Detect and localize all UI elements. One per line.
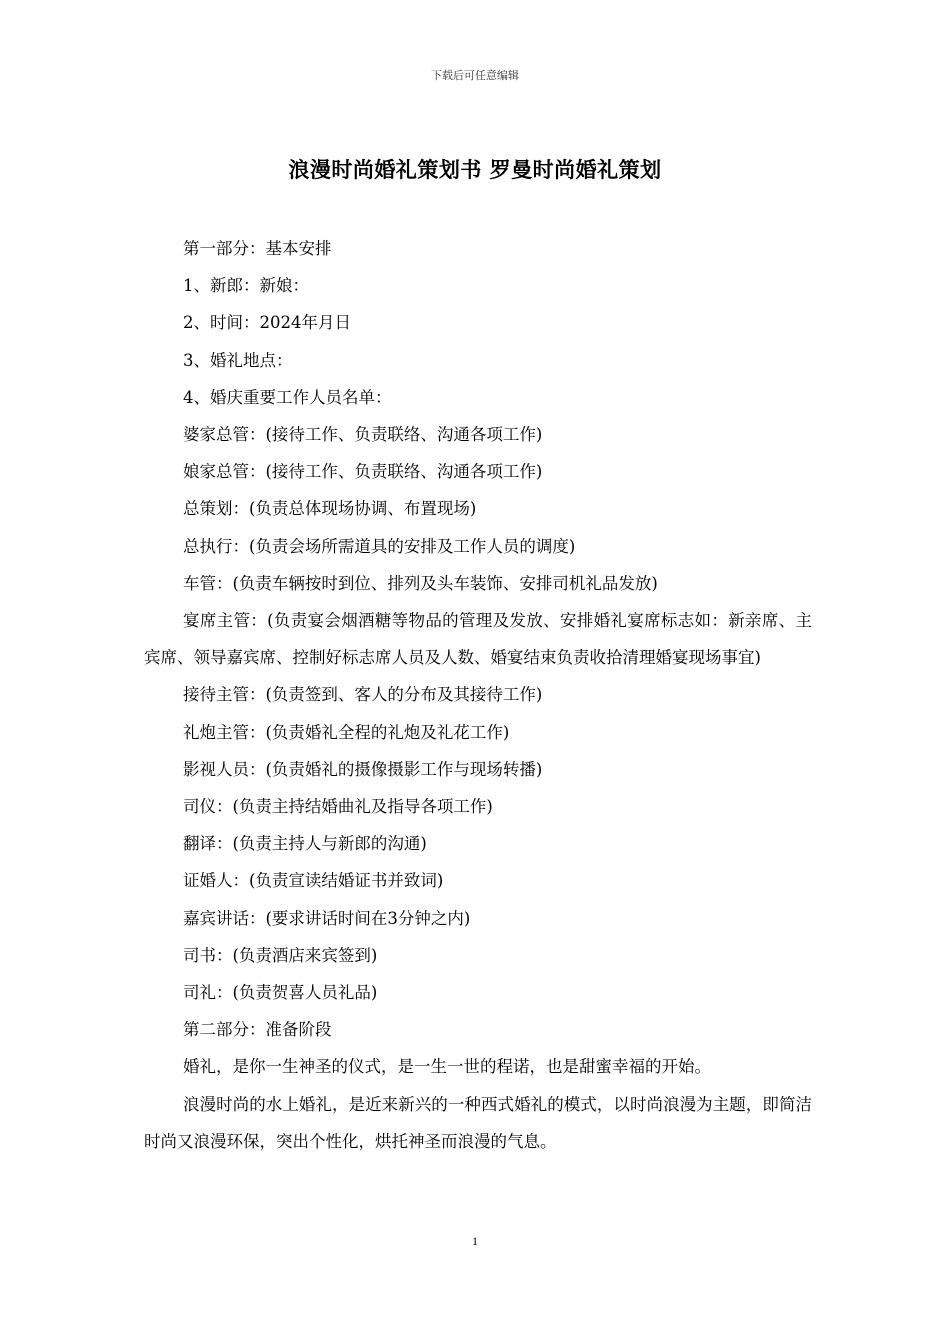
paragraph-staff-list-heading: 4、婚庆重要工作人员名单： [183,387,392,407]
staff-item: 司仪：(负责主持结婚曲礼及指导各项工作) [183,797,493,817]
staff-item: 嘉宾讲话：(要求讲话时间在3分钟之内) [183,908,471,928]
section-heading-basic: 第一部分：基本安排 [183,239,332,258]
paragraph-water-wedding: 浪漫时尚的水上婚礼，是近来新兴的一种西式婚礼的模式，以时尚浪漫为主题，即简洁时尚又浪漫环保，突出个性化，烘托神圣而浪漫的气息。 [144,1094,812,1151]
paragraph-intro: 婚礼，是你一生神圣的仪式，是一生一世的程诺，也是甜蜜幸福的开始。 [183,1057,711,1077]
staff-item: 司礼：(负责贺喜人员礼品) [183,983,378,1003]
staff-item: 接待主管：(负责签到、客人的分布及其接待工作) [183,685,543,705]
staff-item: 婆家总管：(接待工作、负责联络、沟通各项工作) [183,425,543,445]
staff-item: 证婚人：(负责宣读结婚证书并致词) [183,871,444,891]
staff-item: 宴席主管：(负责宴会烟酒糖等物品的管理及发放、安排婚礼宴席标志如：新亲席、主宾席、领导嘉宾席、控制好标志席人员及人数、婚宴结束负责收拾清理婚宴现场事宜) [144,611,812,668]
staff-item: 翻译：(负责主持人与新郎的沟通) [183,834,427,854]
staff-item: 礼炮主管：(负责婚礼全程的礼炮及礼花工作) [183,722,510,742]
staff-item: 司书：(负责酒店来宾签到) [183,945,378,965]
paragraph-time: 2、时间：2024年月日 [183,313,351,333]
staff-item: 车管：(负责车辆按时到位、排列及头车装饰、安排司机礼品发放) [183,573,658,593]
staff-item: 总执行：(负责会场所需道具的安排及工作人员的调度) [183,536,576,556]
page-number: 1 [472,1234,478,1248]
section-heading-preparation: 第二部分：准备阶段 [183,1020,332,1040]
paragraph-groom-bride: 1、新郎：新娘： [183,276,309,296]
paragraph-venue: 3、婚礼地点： [183,350,293,370]
staff-item: 影视人员：(负责婚礼的摄像摄影工作与现场转播) [183,759,543,779]
staff-item: 娘家总管：(接待工作、负责联络、沟通各项工作) [183,462,543,482]
document-title: 浪漫时尚婚礼策划书 罗曼时尚婚礼策划 [288,158,662,182]
staff-item: 总策划：(负责总体现场协调、布置现场) [183,499,477,519]
page-header-note: 下载后可任意编辑 [431,69,519,82]
document-body [144,230,812,1160]
